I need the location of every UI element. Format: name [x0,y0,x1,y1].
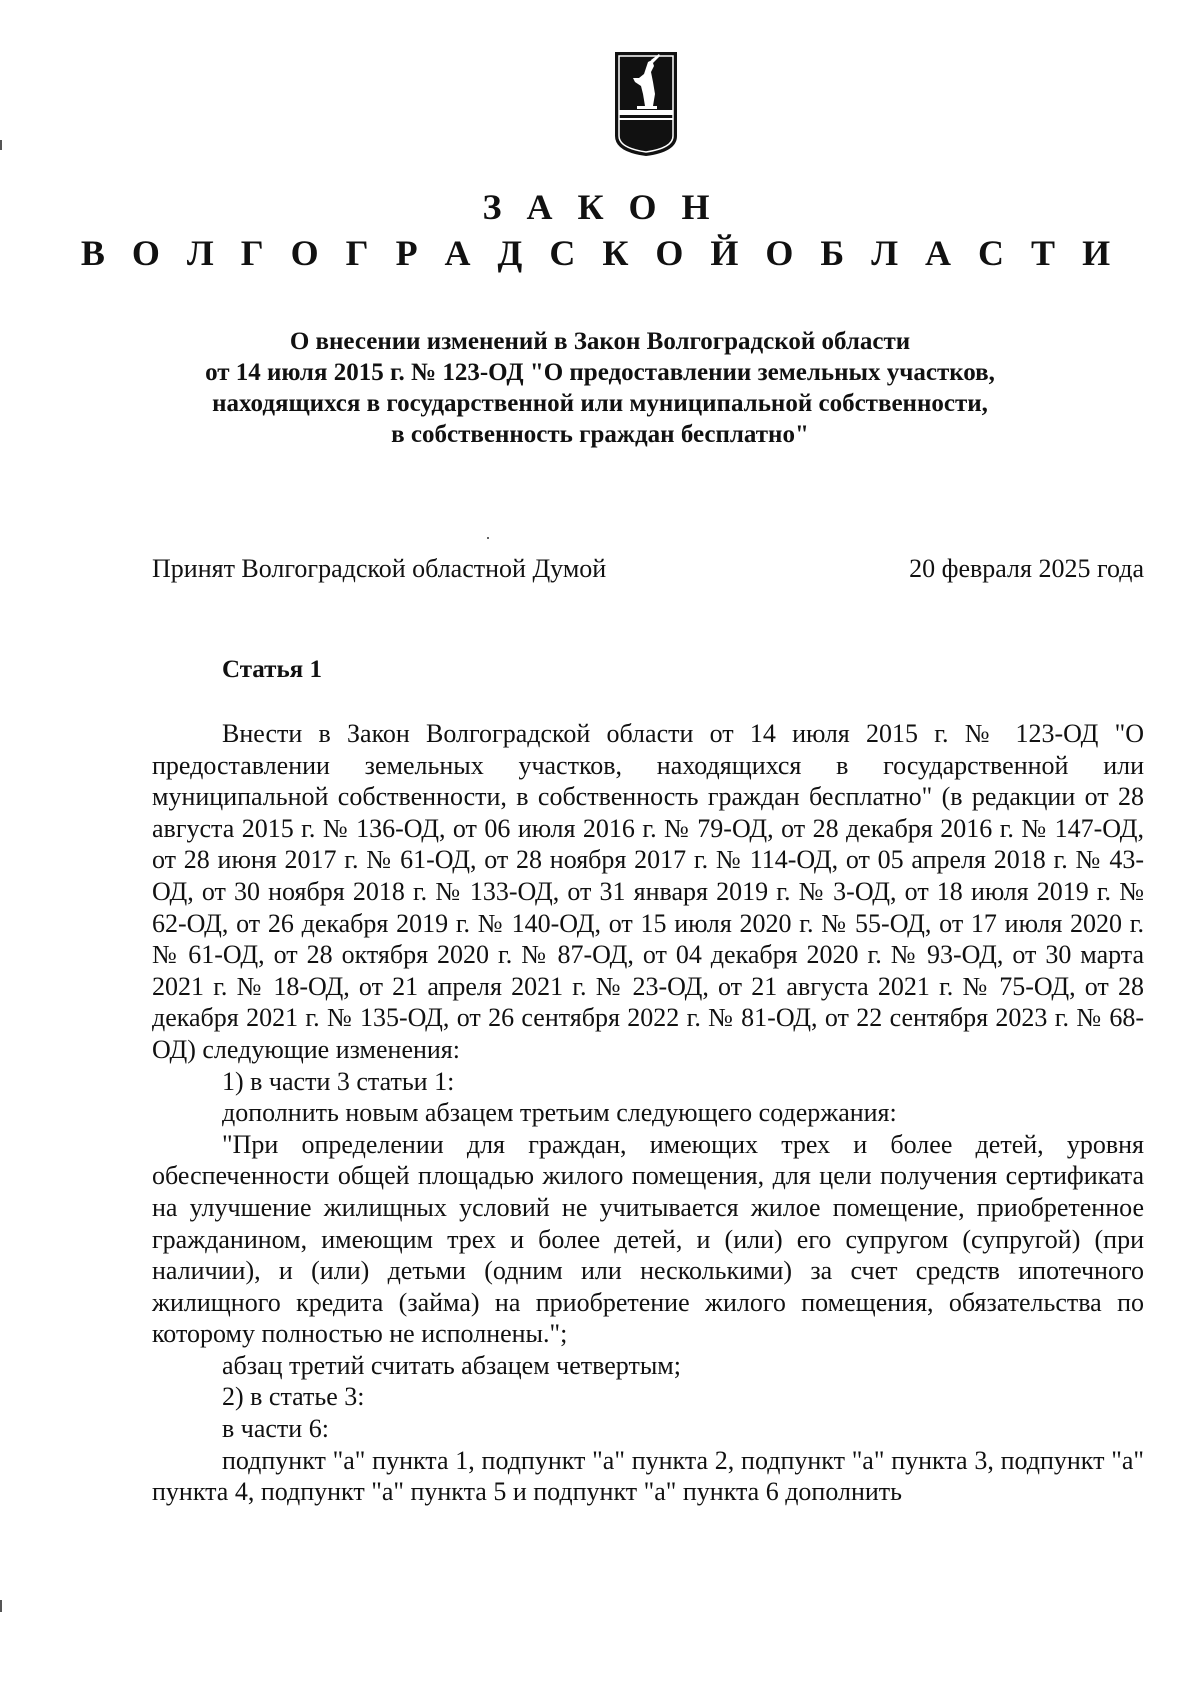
subject-line: от 14 июля 2015 г. № 123-ОД "О предоставлении земельных участков, [205,359,995,386]
paragraph: "При определении для граждан, имеющих трех и более детей, уровня обеспеченности общей площадью жилого помещения, для цели получения сертификата на улучшение жилищных условий не учитывается жилое помещение, приобретенное гражданином, имеющим трех и более детей, и (или) его супругом (супругой) (при наличии), и (или) детьми (одним или несколькими) за счет средств ипотечного жилищного кредита (займа) на приобретение жилого помещения, обязательства по которому полностью не исполнены."; [152,1129,1144,1349]
scan-edge-mark [0,140,2,150]
scan-edge-mark [0,1600,2,1612]
paragraph: абзац третий считать абзацем четвертым; [222,1350,681,1380]
subject-line: О внесении изменений в Закон Волгоградской области [289,328,911,355]
article-body [152,718,1144,1508]
paragraph: 2) в статье 3: [222,1382,365,1412]
subject-line: в собственность граждан бесплатно" [391,421,809,448]
region-heading: В О Л Г О Г Р А Д С К О Й О Б Л А С Т И [80,233,1120,273]
paragraph: дополнить новым абзацем третьим следующего содержания: [222,1098,897,1128]
adoption-date: 20 февраля 2025 года [909,554,1144,583]
law-subject-title [0,326,1200,450]
paragraph: Внести в Закон Волгоградской области от 14 июля 2015 г. № 123-ОД "О предоставлении земельных участков, находящихся в государственной или муниципальной собственности, в собственность граждан бесплатно" (в редакции от 28 августа 2015 г. № 136-ОД, от 06 июля 2016 г. № 79-ОД, от 28 декабря 2016 г. № 147-ОД, от 28 июня 2017 г. № 61-ОД, от 28 ноября 2017 г. № 114-ОД, от 05 апреля 2018 г. № 43-ОД, от 30 ноября 2018 г. № 133-ОД, от 31 января 2019 г. № 3-ОД, от 18 июля 2019 г. № 62-ОД, от 26 декабря 2019 г. № 140-ОД, от 15 июля 2020 г. № 55-ОД, от 17 июля 2020 г. № 61-ОД, от 28 октября 2020 г. № 87-ОД, от 04 декабря 2020 г. № 93-ОД, от 30 марта 2021 г. № 18-ОД, от 21 апреля 2021 г. № 23-ОД, от 21 августа 2021 г. № 75-ОД, от 28 декабря 2021 г. № 135-ОД, от 26 сентября 2022 г. № 81-ОД, от 22 сентября 2023 г. № 68-ОД) следующие изменения: [152,719,1144,1064]
paragraph: подпункт "а" пункта 1, подпункт "а" пункта 2, подпункт "а" пункта 3, подпункт "а" пункта 4, подпункт "а" пункта 5 и подпункт "а" пункта 6 дополнить [152,1445,1144,1507]
adopted-by: Принят Волгоградской областной Думой [152,554,607,583]
subject-line: находящихся в государственной или муниципальной собственности, [212,390,988,417]
article-heading: Статья 1 [222,656,322,683]
paragraph: в части 6: [222,1414,329,1444]
scan-dot [487,537,489,539]
law-heading: З А К О Н [482,187,718,227]
paragraph: 1) в части 3 статьи 1: [222,1066,455,1096]
adoption-line [152,554,1144,588]
coat-of-arms-icon [609,48,683,158]
